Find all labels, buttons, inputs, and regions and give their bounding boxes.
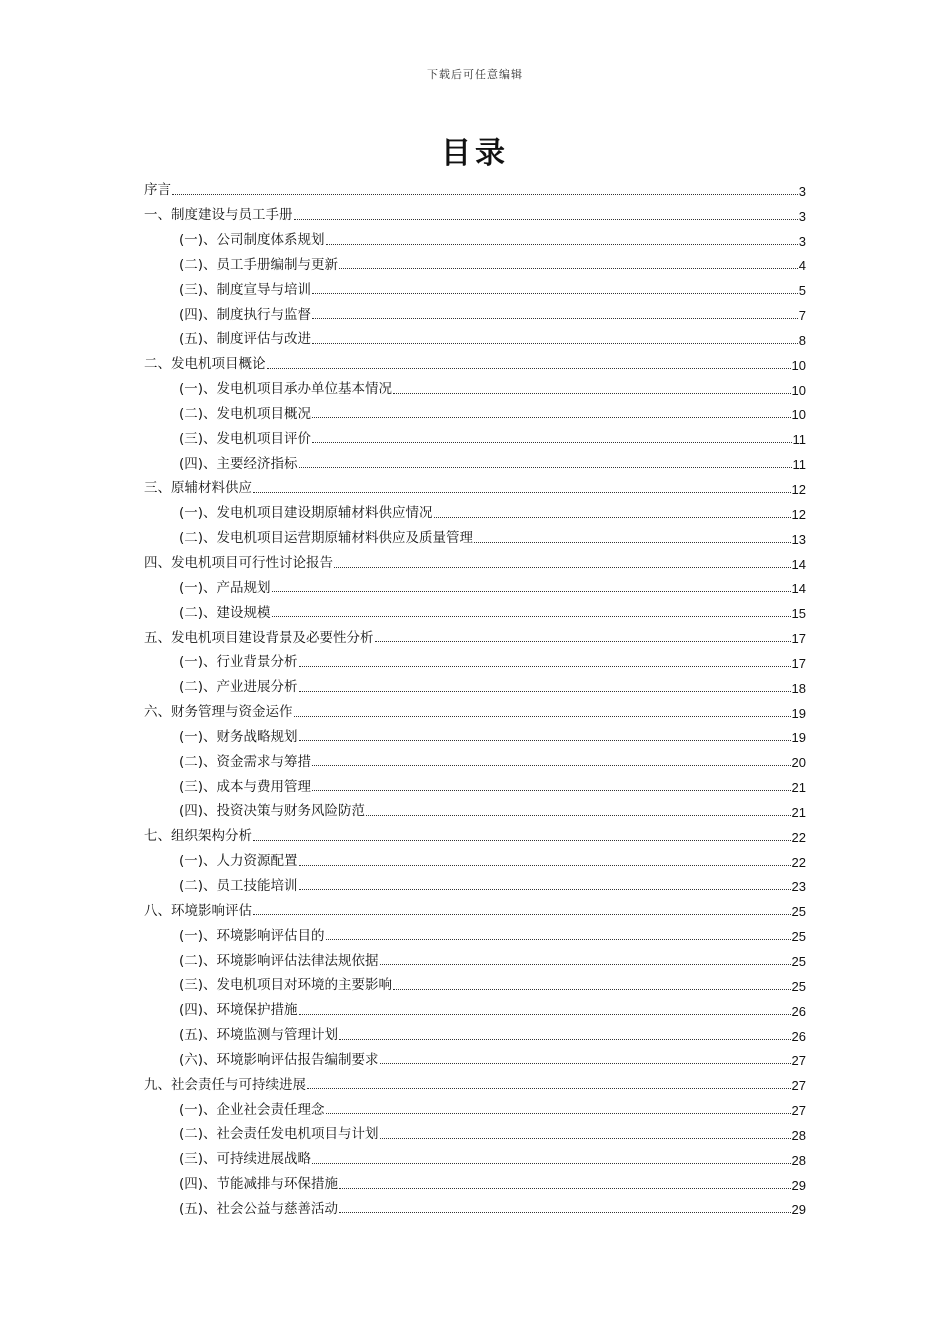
toc-dot-leader: [267, 368, 791, 369]
toc-entry-label: (五)、制度评估与改进: [179, 331, 312, 348]
toc-section-entry[interactable]: [144, 1020, 806, 1045]
toc-entry-label: (二)、建设规模: [179, 604, 271, 621]
toc-entry-page-number: 13: [791, 531, 806, 547]
toc-entry-page-number: 21: [791, 780, 806, 796]
toc-entry-label: (五)、环境监测与管理计划: [179, 1027, 339, 1044]
toc-entry-label: (四)、主要经济指标: [179, 455, 298, 472]
toc-entry-label: 六、财务管理与资金运作: [144, 704, 293, 721]
toc-dot-leader: [375, 641, 791, 642]
toc-entry-label: (四)、节能减排与环保措施: [179, 1176, 339, 1193]
toc-dot-leader: [299, 889, 791, 890]
toc-entry-page-number: 19: [791, 730, 806, 746]
page-header: 下载后可任意编辑: [427, 68, 523, 81]
toc-entry-page-number: 28: [791, 1152, 806, 1168]
toc-dot-leader: [326, 939, 791, 940]
toc-entry-label: (二)、社会责任发电机项目与计划: [179, 1126, 379, 1143]
toc-entry-page-number: 25: [791, 954, 806, 969]
toc-dot-leader: [294, 219, 798, 220]
toc-entry-label: 序言: [144, 182, 171, 199]
toc-section-entry[interactable]: [144, 647, 806, 672]
toc-entry-page-number: 10: [791, 382, 806, 398]
toc-entry-label: (四)、投资决策与财务风险防范: [179, 803, 366, 820]
toc-dot-leader: [307, 1088, 791, 1089]
toc-entry-page-number: 25: [791, 904, 806, 920]
toc-dot-leader: [253, 840, 791, 841]
toc-section-entry[interactable]: [144, 274, 806, 299]
toc-section-entry[interactable]: [144, 945, 806, 970]
toc-section-entry[interactable]: [144, 1045, 806, 1070]
toc-section-entry[interactable]: [144, 498, 806, 523]
toc-entry-label: (三)、发电机项目评价: [179, 430, 312, 447]
toc-section-entry[interactable]: [144, 573, 806, 598]
toc-entry-label: (六)、环境影响评估报告编制要求: [179, 1051, 379, 1068]
toc-entry-page-number: 12: [791, 481, 806, 497]
toc-section-entry[interactable]: [144, 523, 806, 548]
toc-entry-label: 九、社会责任与可持续进展: [144, 1076, 306, 1093]
toc-entry-page-number: 11: [792, 432, 806, 448]
toc-section-entry[interactable]: [144, 1119, 806, 1144]
toc-section-entry[interactable]: [144, 597, 806, 622]
toc-entry-page-number: 22: [791, 854, 806, 870]
toc-dot-leader: [253, 914, 791, 915]
toc-dot-leader: [312, 442, 791, 443]
toc-section-entry[interactable]: [144, 1169, 806, 1194]
toc-entry-label: (一)、企业社会责任理念: [179, 1101, 325, 1118]
toc-entry-page-number: 29: [791, 1177, 806, 1193]
toc-entry-page-number: 3: [798, 208, 806, 224]
toc-dot-leader: [312, 318, 798, 319]
toc-chapter-entry[interactable]: [144, 349, 806, 374]
toc-entry-page-number: 5: [798, 283, 806, 299]
toc-entry-label: (一)、发电机项目承办单位基本情况: [179, 381, 393, 398]
toc-section-entry[interactable]: [144, 299, 806, 324]
toc-entry-label: (二)、发电机项目运营期原辅材料供应及质量管理: [179, 530, 474, 547]
toc-entry-page-number: 29: [791, 1202, 806, 1218]
toc-section-entry[interactable]: [144, 970, 806, 995]
toc-section-entry[interactable]: [144, 324, 806, 349]
toc-section-entry[interactable]: [144, 722, 806, 747]
toc-entry-label: 五、发电机项目建设背景及必要性分析: [144, 629, 374, 646]
toc-entry-label: (五)、社会公益与慈善活动: [179, 1200, 339, 1217]
table-of-contents: [144, 175, 806, 1218]
toc-entry-label: (三)、发电机项目对环境的主要影响: [179, 977, 393, 994]
toc-section-entry[interactable]: [144, 771, 806, 796]
toc-entry-page-number: 27: [791, 1103, 806, 1119]
toc-dot-leader: [366, 815, 790, 816]
toc-dot-leader: [339, 1039, 790, 1040]
toc-entry-page-number: 25: [791, 929, 806, 945]
toc-chapter-entry[interactable]: [144, 175, 806, 200]
toc-dot-leader: [272, 616, 791, 617]
toc-dot-leader: [299, 691, 791, 692]
toc-entry-page-number: 18: [791, 680, 806, 696]
toc-dot-leader: [339, 1212, 790, 1213]
toc-entry-label: (二)、资金需求与筹措: [179, 753, 312, 770]
toc-entry-label: (四)、环境保护措施: [179, 1002, 298, 1019]
toc-section-entry[interactable]: [144, 995, 806, 1020]
toc-entry-label: (三)、制度宣导与培训: [179, 281, 312, 298]
toc-entry-page-number: 23: [791, 879, 806, 895]
toc-section-entry[interactable]: [144, 920, 806, 945]
toc-entry-label: (一)、环境影响评估目的: [179, 927, 325, 944]
toc-entry-page-number: 3: [798, 183, 806, 199]
toc-section-entry[interactable]: [144, 225, 806, 250]
toc-chapter-entry[interactable]: [144, 895, 806, 920]
toc-dot-leader: [299, 865, 791, 866]
toc-entry-label: (一)、公司制度体系规划: [179, 232, 325, 249]
toc-entry-page-number: 4: [798, 258, 806, 274]
toc-dot-leader: [339, 268, 798, 269]
toc-entry-label: (一)、产品规划: [179, 579, 271, 596]
toc-entry-page-number: 12: [791, 506, 806, 522]
toc-dot-leader: [294, 716, 791, 717]
toc-dot-leader: [326, 1113, 791, 1114]
toc-section-entry[interactable]: [144, 374, 806, 399]
toc-entry-label: (二)、员工技能培训: [179, 877, 298, 894]
toc-entry-label: (三)、可持续进展战略: [179, 1151, 312, 1168]
toc-chapter-entry[interactable]: [144, 697, 806, 722]
toc-entry-label: 八、环境影响评估: [144, 902, 252, 919]
toc-chapter-entry[interactable]: [144, 1069, 806, 1094]
toc-entry-page-number: 19: [791, 705, 806, 721]
toc-section-entry[interactable]: [144, 1144, 806, 1169]
toc-section-entry[interactable]: [144, 746, 806, 771]
toc-chapter-entry[interactable]: [144, 473, 806, 498]
toc-entry-label: 四、发电机项目可行性讨论报告: [144, 555, 333, 571]
toc-entry-page-number: 11: [792, 457, 806, 473]
toc-dot-leader: [299, 467, 792, 468]
toc-entry-page-number: 17: [791, 631, 806, 647]
toc-dot-leader: [312, 343, 798, 344]
toc-dot-leader: [253, 492, 791, 493]
toc-dot-leader: [312, 417, 790, 418]
toc-dot-leader: [434, 517, 791, 518]
toc-entry-page-number: 26: [791, 1003, 806, 1019]
toc-chapter-entry[interactable]: [144, 200, 806, 225]
toc-entry-label: (二)、环境影响评估法律法规依据: [179, 952, 379, 969]
toc-dot-leader: [299, 740, 791, 741]
toc-dot-leader: [312, 1163, 790, 1164]
toc-section-entry[interactable]: [144, 672, 806, 697]
toc-section-entry[interactable]: [144, 846, 806, 871]
toc-entry-label: (一)、财务战略规划: [179, 728, 298, 745]
toc-dot-leader: [474, 542, 790, 543]
toc-dot-leader: [393, 393, 790, 394]
toc-entry-page-number: 22: [791, 829, 806, 845]
toc-entry-page-number: 8: [798, 332, 806, 348]
toc-dot-leader: [326, 244, 798, 245]
toc-entry-label: (四)、制度执行与监督: [179, 306, 312, 323]
toc-entry-label: (一)、行业背景分析: [179, 654, 298, 671]
toc-dot-leader: [312, 293, 798, 294]
toc-entry-page-number: 17: [791, 655, 806, 671]
toc-section-entry[interactable]: [144, 1094, 806, 1119]
toc-entry-page-number: 25: [791, 978, 806, 994]
toc-section-entry[interactable]: [144, 448, 806, 473]
toc-chapter-entry[interactable]: [144, 622, 806, 647]
toc-dot-leader: [272, 591, 791, 592]
toc-section-entry[interactable]: [144, 796, 806, 821]
toc-entry-page-number: 3: [798, 233, 806, 249]
toc-chapter-entry[interactable]: [144, 548, 806, 573]
toc-entry-page-number: 27: [791, 1053, 806, 1069]
toc-title: 目录: [441, 136, 509, 171]
toc-section-entry[interactable]: [144, 250, 806, 275]
toc-entry-page-number: 7: [798, 308, 806, 324]
toc-entry-page-number: 15: [791, 606, 806, 622]
toc-entry-label: (二)、员工手册编制与更新: [179, 256, 339, 273]
toc-entry-page-number: 14: [791, 556, 806, 572]
toc-chapter-entry[interactable]: [144, 821, 806, 846]
toc-entry-label: 三、原辅材料供应: [144, 480, 252, 497]
toc-entry-label: (二)、产业进展分析: [179, 679, 298, 696]
toc-dot-leader: [299, 666, 791, 667]
toc-section-entry[interactable]: [144, 1194, 806, 1219]
toc-section-entry[interactable]: [144, 871, 806, 896]
toc-dot-leader: [172, 194, 798, 195]
toc-entry-label: (三)、成本与费用管理: [179, 778, 312, 795]
toc-entry-page-number: 14: [791, 581, 806, 597]
toc-dot-leader: [393, 989, 790, 990]
toc-entry-page-number: 26: [791, 1028, 806, 1044]
toc-dot-leader: [339, 1188, 790, 1189]
toc-entry-label: (一)、发电机项目建设期原辅材料供应情况: [179, 505, 433, 522]
toc-entry-page-number: 28: [791, 1127, 806, 1143]
toc-entry-label: (二)、发电机项目概况: [179, 405, 312, 422]
toc-dot-leader: [380, 1063, 791, 1064]
toc-entry-label: (一)、人力资源配置: [179, 853, 298, 870]
toc-dot-leader: [312, 790, 790, 791]
toc-section-entry[interactable]: [144, 423, 806, 448]
toc-entry-page-number: 27: [791, 1078, 806, 1094]
toc-entry-label: 二、发电机项目概论: [144, 356, 266, 373]
toc-dot-leader: [299, 1014, 791, 1015]
toc-entry-page-number: 20: [791, 755, 806, 771]
toc-dot-leader: [380, 1138, 791, 1139]
toc-entry-label: 一、制度建设与员工手册: [144, 207, 293, 224]
toc-dot-leader: [334, 567, 791, 568]
toc-dot-leader: [380, 964, 791, 965]
toc-dot-leader: [312, 765, 790, 766]
toc-section-entry[interactable]: [144, 399, 806, 424]
toc-entry-page-number: 10: [791, 357, 806, 373]
toc-entry-page-number: 21: [791, 804, 806, 820]
toc-entry-page-number: 10: [791, 407, 806, 423]
toc-entry-label: 七、组织架构分析: [144, 828, 252, 845]
